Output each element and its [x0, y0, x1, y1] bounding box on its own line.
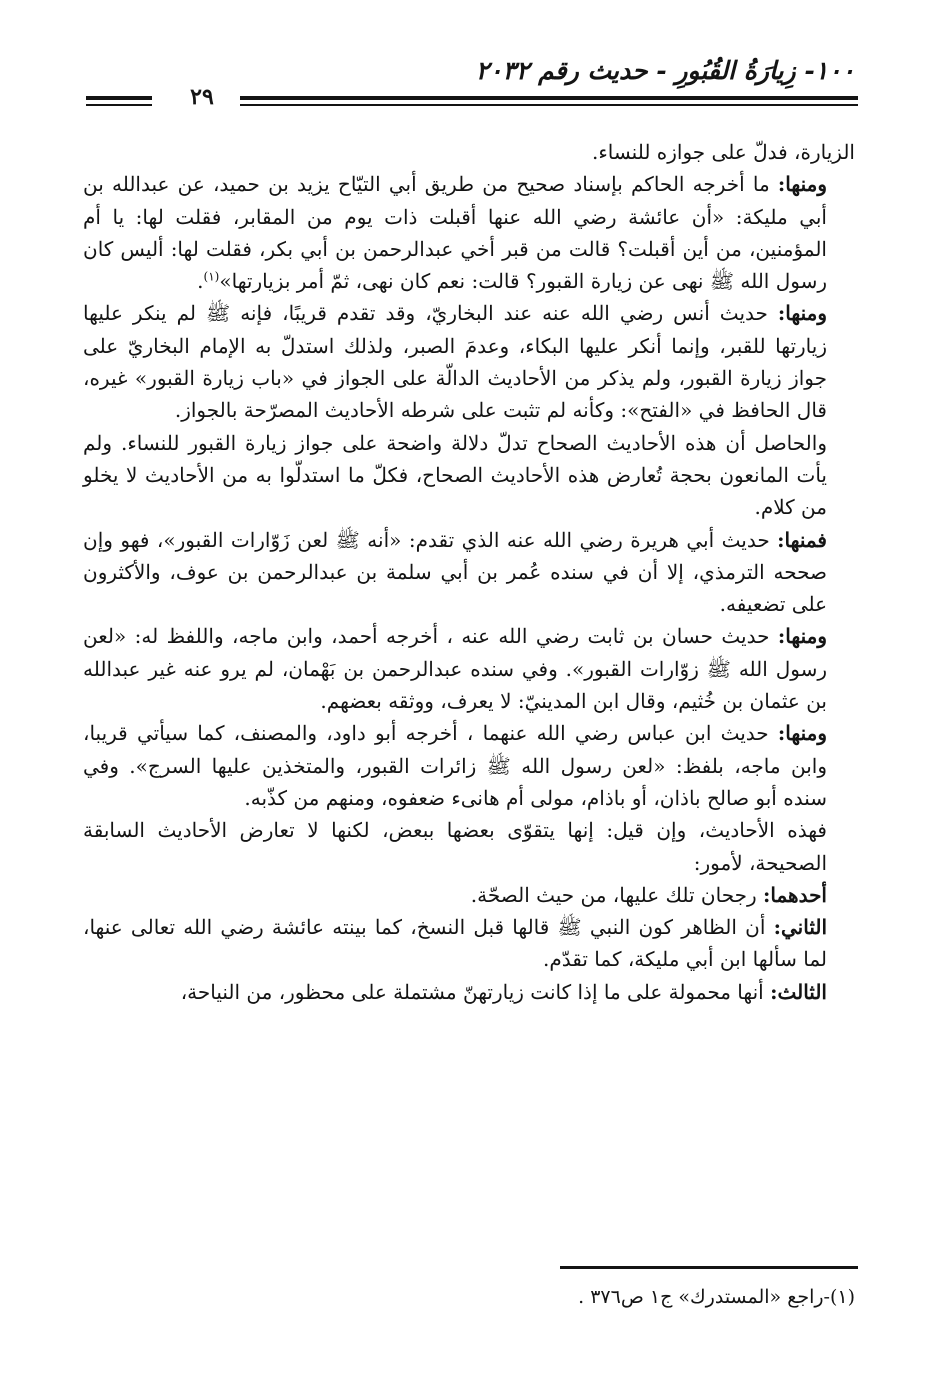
paragraph-1-text: الزيارة، فدلّ على جوازه للنساء. — [591, 140, 855, 164]
header-rule-right-top — [240, 96, 858, 100]
paragraph-9-lead: أحدهما: — [762, 882, 827, 907]
running-header-title: ١٠٠- زِيارَةُ القُبُورِ - حديث رقم ٢٠٣٢ — [475, 56, 855, 85]
paragraph-11 — [83, 976, 855, 1008]
paragraph-3-text: حديث أنس رضي الله عنه عند البخاريّ، وقد تقدم قريبًا، فإنه ﷺ لم ينكر عليها زيارتها للقبر، وإنما أنكر عليها البكاء، وعدمَ الصبر، ولذلك استدلّ به الإمام البخاريّ على جواز زيارة القبور، ولم يذكر من الأحاديث الدالّة على الجواز في «باب زيارة القبور» غيره، قال الحافظ في «الفتح»: وكأنه لم تثبت على شرطه الأحاديث المصرّحة بالجواز. — [83, 301, 827, 423]
paragraph-4 — [83, 427, 855, 524]
paragraph-8 — [83, 814, 855, 879]
paragraph-11-text: أنها محمولة على ما إذا كانت زيارتهنّ مشتملة على محظور، من النياحة، — [180, 979, 771, 1004]
paragraph-5-text: حديث أبي هريرة رضي الله عنه الذي تقدم: «أنه ﷺ لعن زَوّارات القبور»، فهو وإن صححه الترمذي، إلا أن في سنده عُمر بن أبي سلمة بن عبدالرحمن بن عوف، والأكثرون على تضعيفه. — [83, 527, 827, 617]
paragraph-3 — [83, 297, 855, 426]
paragraph-1 — [83, 136, 855, 168]
paragraph-7-lead: ومنها: — [777, 721, 827, 746]
header-rule-left-top — [86, 96, 152, 100]
paragraph-10-lead: الثاني: — [773, 915, 828, 940]
paragraph-4-text: والحاصل أن هذه الأحاديث الصحاح تدلّ دلالة واضحة على جواز زيارة القبور للنساء. ولم يأت المانعون بحجة تُعارض هذه الأحاديث الصحاح، فكلّ ما استدلّوا به من الأحاديث لا يخلو من كلام. — [83, 430, 827, 520]
paragraph-3-lead: ومنها: — [777, 301, 827, 326]
paragraph-5 — [83, 524, 855, 621]
paragraph-9 — [83, 879, 855, 911]
footnote: (١)-راجع «المستدرك» ج١ ص٣٧٦ . — [578, 1286, 855, 1308]
paragraph-6 — [83, 620, 855, 717]
paragraph-7 — [83, 717, 855, 814]
header-rule-right-bottom — [240, 104, 858, 106]
paragraph-6-lead: ومنها: — [777, 624, 827, 649]
paragraph-9-text: رجحان تلك عليها، من حيث الصحّة. — [470, 882, 763, 907]
paragraph-2-closing-mark: . — [197, 269, 204, 294]
paragraph-7-text: حديث ابن عباس رضي الله عنهما ، أخرجه أبو داود، والمصنف، كما سيأتي قريبا، وابن ماجه، بلفظ: «لعن رسول الله ﷺ زائرات القبور، والمتخذين عليها السرج». وفي سنده أبو صالح باذان، أو باذام، مولى أم هانىء ضعفوه، ومنهم من كذّبه. — [83, 721, 827, 810]
page-number: ٢٩ — [190, 84, 214, 110]
paragraph-11-lead: الثالث: — [770, 979, 827, 1004]
paragraph-2 — [83, 168, 855, 297]
paragraph-5-lead: فمنها: — [777, 527, 827, 552]
footnote-reference: (١) — [203, 269, 220, 284]
footnote-rule — [560, 1266, 858, 1269]
body-text — [83, 136, 855, 1008]
paragraph-6-text: حديث حسان بن ثابت رضي الله عنه ، أخرجه أحمد، وابن ماجه، واللفظ له: «لعن رسول الله ﷺ زوّارات القبور». وفي سنده عبدالرحمن بن بَهْمان، لم يرو عنه غير عبدالله بن عثمان بن خُثيم، وقال ابن المدينيّ: لا يعرف، ووثقه بعضهم. — [83, 624, 827, 714]
paragraph-10 — [83, 911, 855, 976]
paragraph-2-text: ما أخرجه الحاكم بإسناد صحيح من طريق أبي التيّاح يزيد بن حميد، عن عبدالله بن أبي مليكة: «أن عائشة رضي الله عنها أقبلت ذات يوم من المقابر، فقلت لها: يا أم المؤمنين، من أين أقبلت؟ قالت من قبر أخي عبدالرحمن بن أبي بكر، فقلت لها: أليس كان رسول الله ﷺ نهى عن زيارة القبور؟ قالت: نعم كان نهى، ثمّ أمر بزيارتها» — [83, 172, 827, 294]
header-rule-left-bottom — [86, 104, 152, 106]
paragraph-10-text: أن الظاهر كون النبي ﷺ قالها قبل النسخ، كما بينته عائشة رضي الله تعالى عنها، لما سألها ابن أبي مليكة، كما تقدّم. — [83, 915, 827, 972]
paragraph-2-lead: ومنها: — [777, 172, 827, 197]
paragraph-8-text: فهذه الأحاديث، وإن قيل: إنها يتقوّى بعضها ببعض، لكنها لا تعارض الأحاديث السابقة الصحيحة، لأمور: — [83, 818, 827, 875]
